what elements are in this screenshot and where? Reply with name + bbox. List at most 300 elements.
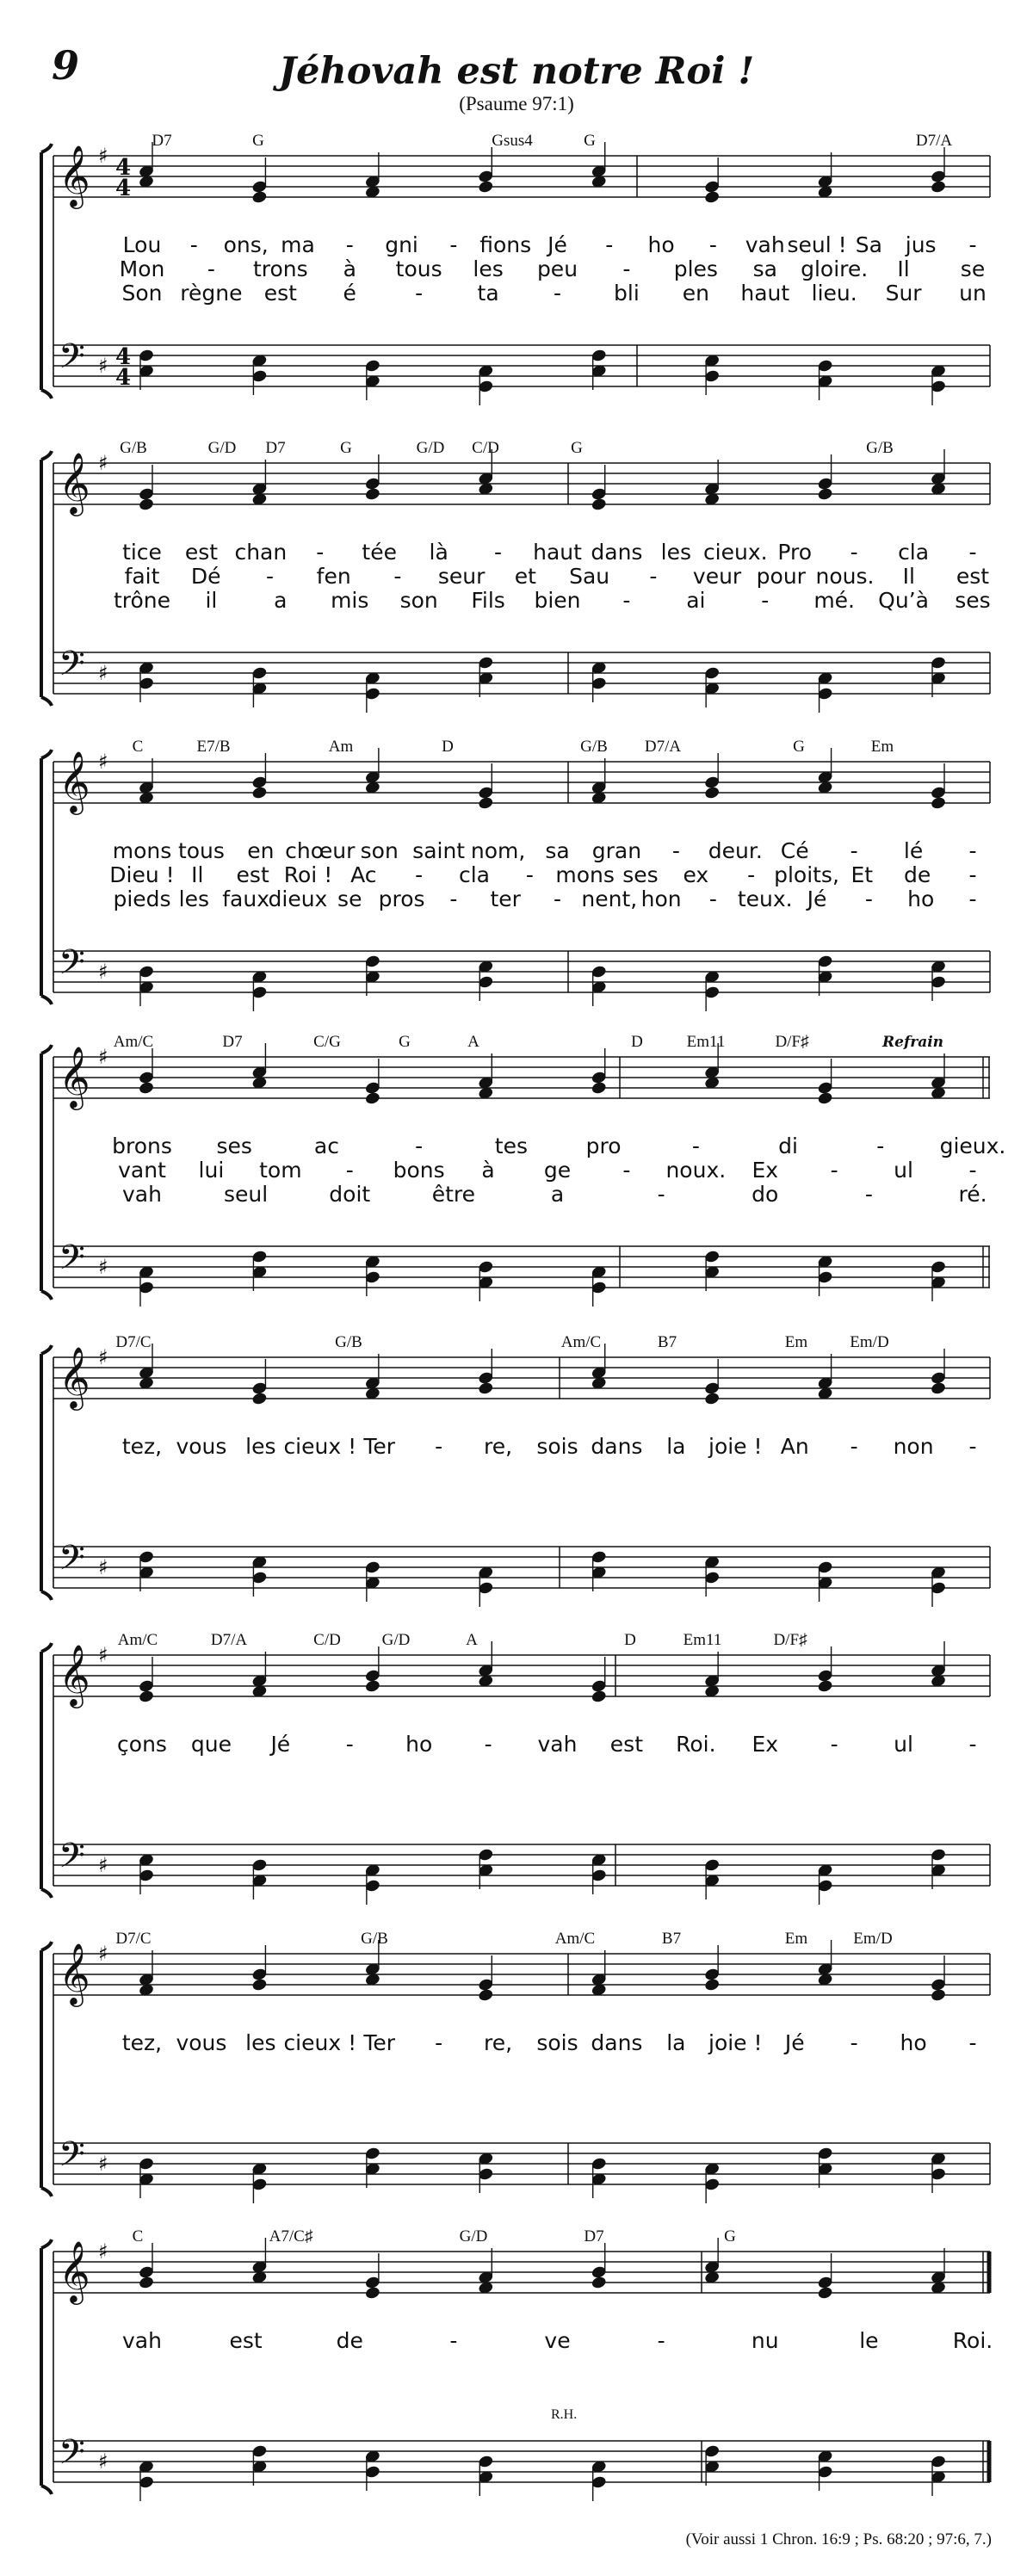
lyric-syllable: - — [189, 232, 198, 257]
svg-text:♯: ♯ — [98, 1345, 108, 1369]
lyric-syllable: ma — [281, 232, 315, 257]
lyric-syllable: - — [968, 1158, 977, 1183]
system-3 — [41, 738, 990, 1011]
lyric-syllable: sois — [536, 1434, 578, 1459]
chord-symbol: C — [132, 738, 144, 756]
lyric-syllable: - — [553, 281, 562, 306]
chord-symbol: C/G — [313, 1033, 341, 1051]
lyric-syllable: joie ! — [708, 2030, 763, 2055]
lyric-syllable: fait — [124, 564, 160, 589]
lyric-syllable: - — [830, 1158, 838, 1183]
chord-symbol: G — [252, 132, 264, 150]
lyric-syllable: jus — [905, 232, 937, 257]
chord-symbol: Em — [870, 738, 894, 756]
lyric-syllable: lieu. — [811, 281, 857, 306]
lyric-syllable: ho — [405, 1732, 433, 1757]
lyric-syllable: cla — [458, 862, 491, 887]
lyric-syllable: Roi. — [676, 1732, 716, 1757]
music-systems — [41, 132, 1005, 2501]
lyric-syllable: chœur — [285, 838, 356, 863]
lyric-syllable: ul — [894, 1158, 913, 1183]
lyric-syllable: ses — [216, 1134, 252, 1158]
lyric-syllable: ai — [686, 588, 706, 613]
lyric-syllable: tous — [395, 256, 442, 281]
lyric-syllable: - — [449, 2328, 458, 2353]
system-2 — [41, 439, 991, 713]
chord-symbol: G/B — [361, 1930, 388, 1948]
lyric-syllable: Il — [902, 564, 915, 589]
system-5 — [41, 1333, 990, 1607]
chord-symbol: G/B — [120, 439, 147, 457]
svg-text:𝄞: 𝄞 — [59, 144, 90, 207]
lyric-syllable: ge — [543, 1158, 572, 1183]
chord-symbol: A — [467, 1033, 479, 1051]
lyric-syllable: saint — [412, 838, 466, 863]
lyric-syllable: Ac — [350, 862, 377, 887]
lyric-syllable: à — [343, 256, 356, 281]
lyric-syllable: - — [435, 2030, 443, 2055]
chord-symbol: D/F♯ — [773, 1631, 807, 1649]
svg-text:𝄞: 𝄞 — [59, 1345, 90, 1408]
lyric-syllable: cieux ! — [283, 2030, 357, 2055]
time-signature-top: 4 — [115, 155, 132, 181]
lyric-syllable: chan — [234, 540, 288, 565]
lyric-syllable: faux — [222, 886, 270, 911]
lyric-syllable: la — [666, 1434, 686, 1459]
system-4 — [41, 1033, 1005, 1307]
lyric-syllable: ons, — [223, 232, 269, 257]
chord-symbol: G/B — [580, 738, 608, 756]
lyric-syllable: Qu’à — [878, 588, 929, 613]
lyric-syllable: - — [449, 886, 458, 911]
lyric-syllable: - — [494, 540, 503, 565]
refrain-label: Refrain — [882, 1034, 944, 1051]
lyric-syllable: - — [345, 232, 354, 257]
lyric-syllable: de — [904, 862, 931, 887]
lyric-syllable: Et — [851, 862, 874, 887]
lyric-syllable: doit — [329, 1182, 371, 1207]
lyric-syllable: veur — [692, 564, 742, 589]
chord-symbol: D7 — [265, 439, 286, 457]
svg-text:♯: ♯ — [98, 1942, 108, 1966]
chord-symbol: G — [340, 439, 352, 457]
svg-text:♯: ♯ — [98, 1853, 108, 1877]
lyric-syllable: Roi ! — [283, 862, 333, 887]
lyric-syllable: Ter — [363, 2030, 396, 2055]
lyric-syllable: se — [960, 256, 986, 281]
lyric-syllable: haut — [740, 281, 790, 306]
lyric-syllable: fions — [479, 232, 532, 257]
lyric-syllable: - — [622, 1158, 631, 1183]
lyric-syllable: re, — [484, 1434, 513, 1459]
lyric-syllable: la — [666, 2030, 686, 2055]
lyric-syllable: cieux. — [702, 540, 768, 565]
lyric-syllable: ul — [894, 1732, 913, 1757]
system-7 — [41, 1930, 990, 2203]
chord-symbol: Em/D — [853, 1930, 893, 1948]
lyric-syllable: vah — [745, 232, 785, 257]
chord-symbol: C/D — [313, 1631, 341, 1649]
lyric-syllable: ho — [907, 886, 935, 911]
lyric-syllable: vous — [176, 1434, 227, 1459]
lyric-syllable: çons — [117, 1732, 167, 1757]
lyric-syllable: tous — [177, 838, 225, 863]
lyric-syllable: - — [864, 886, 873, 911]
lyric-syllable: Pro — [777, 540, 813, 565]
lyric-syllable: tez, — [121, 1434, 163, 1459]
system-brace — [41, 750, 52, 1004]
svg-text:𝄞: 𝄞 — [59, 2239, 90, 2302]
lyric-syllable: Jé — [270, 1732, 291, 1757]
chord-symbol: B7 — [657, 1333, 677, 1351]
hymn-number: 9 — [52, 42, 80, 89]
lyric-syllable: vous — [176, 2030, 227, 2055]
system-brace — [41, 1643, 52, 1898]
lyric-syllable: - — [968, 862, 977, 887]
lyric-syllable: bien — [534, 588, 581, 613]
lyric-syllable: - — [691, 1134, 700, 1158]
chord-symbol: D7/C — [115, 1333, 152, 1351]
lyric-syllable: Jé — [807, 886, 827, 911]
lyric-syllable: - — [657, 2328, 665, 2353]
lyric-syllable: pros — [378, 886, 425, 911]
svg-text:♯: ♯ — [98, 1045, 108, 1069]
chord-symbol: Am/C — [117, 1631, 158, 1649]
chord-symbol: D7 — [222, 1033, 243, 1051]
lyric-syllable: - — [876, 1134, 885, 1158]
lyric-syllable: Mon — [119, 256, 165, 281]
lyric-syllable: mis — [331, 588, 369, 613]
lyric-syllable: a — [274, 588, 288, 613]
lyric-syllable: à — [481, 1158, 495, 1183]
chord-symbol: Am/C — [113, 1033, 154, 1051]
lyric-syllable: lui — [198, 1158, 225, 1183]
chord-symbol: Em11 — [686, 1033, 726, 1051]
lyric-syllable: nent, — [581, 886, 638, 911]
lyric-syllable: ploits, — [774, 862, 839, 887]
lyric-syllable: et — [514, 564, 536, 589]
lyric-syllable: gieux. — [939, 1134, 1006, 1158]
lyric-syllable: être — [431, 1182, 476, 1207]
lyric-syllable: fen — [316, 564, 351, 589]
lyric-syllable: - — [415, 862, 424, 887]
lyric-syllable: est — [956, 564, 990, 589]
lyric-syllable: pour — [756, 564, 806, 589]
lyric-syllable: Jé — [547, 232, 567, 257]
lyric-syllable: Ex — [752, 1158, 779, 1183]
lyric-syllable: - — [968, 2030, 977, 2055]
lyric-syllable: pro — [585, 1134, 622, 1158]
lyric-syllable: son — [360, 838, 399, 863]
lyric-syllable: Sa — [855, 232, 882, 257]
lyric-syllable: - — [671, 838, 680, 863]
lyric-syllable: les — [178, 886, 209, 911]
time-signature-bottom: 4 — [115, 176, 132, 201]
lyric-syllable: - — [968, 886, 977, 911]
lyric-syllable: dans — [591, 540, 643, 565]
chord-symbol: C/D — [472, 439, 499, 457]
lyric-syllable: est — [236, 862, 269, 887]
chord-symbol: G/B — [335, 1333, 362, 1351]
lyric-syllable: Lou — [122, 232, 162, 257]
chord-symbol: A7/C♯ — [269, 2227, 313, 2246]
footer-reference: (Voir aussi 1 Chron. 16:9 ; Ps. 68:20 ; 97:6, 7.) — [685, 2530, 992, 2548]
lyric-syllable: un — [959, 281, 987, 306]
lyric-syllable: dans — [591, 2030, 643, 2055]
chord-symbol: G — [571, 439, 583, 457]
lyric-syllable: Roi. — [952, 2328, 993, 2353]
lyric-syllable: - — [435, 1434, 443, 1459]
lyric-syllable: nous. — [815, 564, 875, 589]
lyric-syllable: bons — [393, 1158, 445, 1183]
svg-text:♯: ♯ — [98, 1555, 108, 1579]
system-brace — [41, 1345, 52, 1600]
lyric-syllable: lé — [903, 838, 924, 863]
chord-symbol: E7/B — [196, 738, 231, 756]
lyric-syllable: ex — [683, 862, 709, 887]
lyric-syllable: tes — [494, 1134, 528, 1158]
lyric-syllable: - — [850, 838, 858, 863]
chord-symbol: Em — [784, 1333, 808, 1351]
svg-text:♯: ♯ — [98, 451, 108, 475]
lyric-syllable: - — [265, 564, 274, 589]
lyric-syllable: de — [336, 2328, 363, 2353]
svg-text:𝄞: 𝄞 — [59, 1643, 90, 1706]
lyric-syllable: là — [429, 540, 448, 565]
lyric-syllable: est — [263, 281, 297, 306]
lyric-syllable: sa — [545, 838, 570, 863]
lyric-syllable: An — [780, 1434, 809, 1459]
lyric-syllable: brons — [112, 1134, 172, 1158]
lyric-syllable: en — [247, 838, 275, 863]
lyric-syllable: - — [968, 540, 977, 565]
lyric-syllable: règne — [180, 281, 243, 306]
chord-symbol: G/D — [416, 439, 445, 457]
lyric-syllable: gni — [385, 232, 418, 257]
lyric-syllable: - — [345, 1732, 354, 1757]
svg-text:𝄢: 𝄢 — [59, 337, 85, 385]
lyric-syllable: cla — [898, 540, 930, 565]
lyric-syllable: mons — [555, 862, 615, 887]
lyric-syllable: - — [850, 540, 858, 565]
lyric-syllable: ter — [490, 886, 521, 911]
lyric-syllable: Jé — [784, 2030, 805, 2055]
lyric-syllable: - — [622, 588, 631, 613]
lyric-syllable: joie ! — [708, 1434, 763, 1459]
lyric-syllable: - — [622, 256, 631, 281]
lyric-syllable: cieux ! — [283, 1434, 357, 1459]
lyric-syllable: - — [708, 232, 717, 257]
lyric-syllable: trons — [252, 256, 308, 281]
system-8 — [41, 2227, 993, 2501]
chord-symbol: D/F♯ — [775, 1033, 809, 1051]
lyric-syllable: nom, — [470, 838, 526, 863]
chord-symbol: G/B — [866, 439, 894, 457]
svg-text:4: 4 — [115, 365, 132, 391]
lyric-syllable: - — [747, 862, 756, 887]
lyric-syllable: que — [190, 1732, 232, 1757]
lyric-syllable: haut — [533, 540, 582, 565]
lyric-syllable: Il — [897, 256, 910, 281]
lyric-syllable: sa — [752, 256, 777, 281]
chord-symbol: G/D — [207, 439, 237, 457]
lyric-syllable: - — [553, 886, 562, 911]
chord-symbol: Em — [784, 1930, 808, 1948]
lyric-syllable: vant — [118, 1158, 166, 1183]
lyric-syllable: - — [968, 1732, 977, 1757]
lyric-syllable: di — [778, 1134, 798, 1158]
lyric-syllable: hon — [640, 886, 682, 911]
lyric-syllable: ré. — [958, 1182, 987, 1207]
lyric-syllable: Son — [121, 281, 163, 306]
lyric-syllable: vah — [122, 1182, 162, 1207]
lyric-syllable: - — [968, 1434, 977, 1459]
chord-symbol: Am/C — [554, 1930, 596, 1948]
lyric-syllable: nu — [751, 2328, 779, 2353]
lyric-syllable: - — [830, 1732, 838, 1757]
lyric-syllable: pieds — [113, 886, 171, 911]
lyric-syllable: - — [605, 232, 614, 257]
lyric-syllable: gloire. — [801, 256, 869, 281]
chord-symbol: Em11 — [683, 1631, 722, 1649]
chord-symbol: D7/C — [115, 1930, 152, 1948]
lyric-syllable: - — [850, 2030, 858, 2055]
chord-symbol: G — [724, 2227, 736, 2246]
chord-symbol: D7 — [152, 132, 172, 150]
svg-text:♯: ♯ — [98, 2449, 108, 2474]
lyric-syllable: Sur — [885, 281, 922, 306]
svg-text:𝄢: 𝄢 — [59, 1238, 85, 1286]
lyric-syllable: Dieu ! — [109, 862, 175, 887]
lyric-syllable: le — [859, 2328, 879, 2353]
lyric-syllable: tée — [362, 540, 398, 565]
svg-text:♯: ♯ — [98, 661, 108, 685]
lyric-syllable: - — [415, 281, 424, 306]
chord-symbol: G — [793, 738, 805, 756]
lyric-syllable: mons — [112, 838, 172, 863]
chord-symbol: Am/C — [560, 1333, 602, 1351]
lyric-syllable: - — [345, 1158, 354, 1183]
system-brace — [41, 451, 52, 706]
lyric-syllable: vah — [537, 1732, 578, 1757]
chord-symbol: Em/D — [850, 1333, 889, 1351]
lyric-syllable: - — [657, 1182, 665, 1207]
lyric-syllable: Dé — [190, 564, 221, 589]
hymn-title: Jéhovah est notre Roi ! — [278, 50, 755, 93]
system-6 — [41, 1631, 990, 1905]
lyric-syllable: teux. — [737, 886, 793, 911]
lyric-syllable: bli — [614, 281, 640, 306]
chord-symbol: D7/A — [644, 738, 682, 756]
lyric-syllable: sois — [536, 2030, 578, 2055]
lyric-syllable: - — [968, 838, 977, 863]
scripture-reference: (Psaume 97:1) — [459, 93, 574, 114]
svg-text:𝄢: 𝄢 — [59, 942, 85, 991]
lyric-syllable: do — [752, 1182, 779, 1207]
svg-text:𝄢: 𝄢 — [59, 644, 85, 692]
lyric-syllable: peu — [536, 256, 578, 281]
chord-symbol: G/D — [381, 1631, 411, 1649]
lyric-syllable: - — [525, 862, 534, 887]
lyric-syllable: est — [609, 1732, 644, 1757]
lyric-syllable: Cé — [780, 838, 809, 863]
lyric-syllable: ses — [955, 588, 991, 613]
lyric-syllable: Ex — [752, 1732, 779, 1757]
chord-symbol: C — [132, 2227, 144, 2246]
lyric-syllable: dans — [591, 1434, 643, 1459]
lyric-syllable: a — [550, 1182, 565, 1207]
chord-symbol: D — [442, 738, 454, 756]
svg-text:𝄢: 𝄢 — [59, 2134, 85, 2183]
system-brace — [41, 1942, 52, 2196]
svg-text:𝄞: 𝄞 — [59, 451, 90, 514]
svg-text:𝄞: 𝄞 — [59, 750, 90, 812]
lyric-syllable: - — [850, 1434, 858, 1459]
lyric-syllable: dieux — [268, 886, 328, 911]
lyric-syllable: - — [393, 564, 402, 589]
svg-text:𝄞: 𝄞 — [59, 1942, 90, 2005]
chord-symbol: D7/A — [210, 1631, 248, 1649]
lyric-syllable: vah — [122, 2328, 162, 2353]
svg-text:𝄢: 𝄢 — [59, 2432, 85, 2480]
lyric-syllable: - — [708, 886, 717, 911]
lyric-syllable: re, — [484, 2030, 513, 2055]
svg-text:♯: ♯ — [98, 354, 108, 378]
lyric-syllable: ta — [477, 281, 499, 306]
lyric-syllable: ac — [313, 1134, 339, 1158]
lyric-syllable: deur. — [708, 838, 763, 863]
lyric-syllable: - — [864, 1182, 873, 1207]
lyric-syllable: est — [184, 540, 219, 565]
svg-text:♯: ♯ — [98, 960, 108, 984]
lyric-syllable: Fils — [471, 588, 505, 613]
system-brace — [41, 144, 52, 398]
lyric-syllable: non — [893, 1434, 934, 1459]
lyric-syllable: tom — [259, 1158, 302, 1183]
lyric-syllable: il — [205, 588, 218, 613]
lyric-syllable: Sau — [569, 564, 610, 589]
svg-text:♯: ♯ — [98, 2152, 108, 2176]
lyric-syllable: les — [660, 540, 692, 565]
lyric-syllable: gran — [591, 838, 642, 863]
svg-text:4: 4 — [115, 344, 132, 370]
svg-text:𝄢: 𝄢 — [59, 1538, 85, 1586]
system-brace — [41, 1045, 52, 1300]
chord-symbol: D — [624, 1631, 636, 1649]
chord-symbol: D7 — [584, 2227, 604, 2246]
lyric-syllable: tice — [122, 540, 162, 565]
lyric-syllable: en — [682, 281, 709, 306]
lyric-syllable: noux. — [665, 1158, 727, 1183]
chord-symbol: B7 — [661, 1930, 682, 1948]
lyric-syllable: - — [449, 232, 458, 257]
lyric-syllable: ho — [647, 232, 675, 257]
lyric-syllable: é — [343, 281, 356, 306]
lyric-syllable: ho — [900, 2030, 927, 2055]
lyric-syllable: seul ! — [787, 232, 847, 257]
svg-text:𝄞: 𝄞 — [59, 1045, 90, 1108]
chord-symbol: Gsus4 — [492, 132, 533, 150]
lyric-syllable: - — [207, 256, 215, 281]
lyric-syllable: ve — [544, 2328, 571, 2353]
chord-symbol: Am — [328, 738, 354, 756]
lyric-syllable: Ter — [363, 1434, 396, 1459]
lyric-syllable: - — [968, 232, 977, 257]
svg-text:𝄢: 𝄢 — [59, 1836, 85, 1884]
lyric-syllable: Il — [191, 862, 204, 887]
lyric-syllable: son — [399, 588, 438, 613]
lyric-syllable: ses — [622, 862, 659, 887]
